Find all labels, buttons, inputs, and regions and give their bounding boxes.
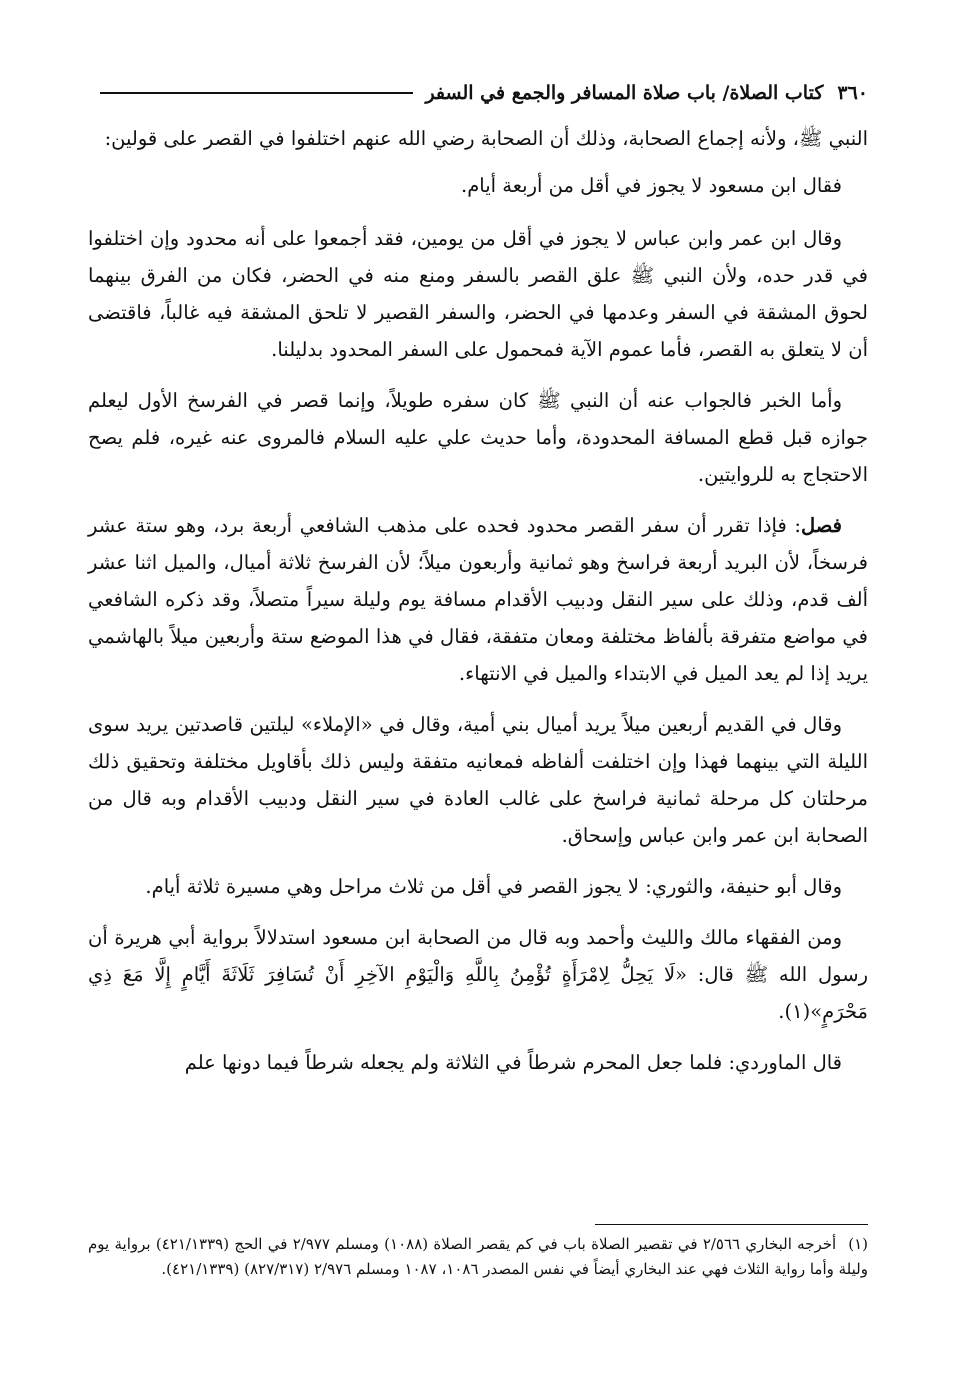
paragraph-ibn-umar: وقال ابن عمر وابن عباس لا يجوز في أقل من يومين، فقد أجمعوا على أنه محدود وإن اختلفوا في قدر حده، ولأن النبي ﷺ علق القصر بالسفر ومنع منه في الحضر، فكان من الفرق بينهما لحوق المشقة في السفر وعدمها في الحضر، والسفر القصير لا تلحق المشقة فيه غالباً، فاقتضى أن لا يتعلق به القصر، فأما عموم الآية فمحمول على السفر المحدود بدليلنا.	[88, 227, 868, 361]
paragraph-qadim: وقال في القديم أربعين ميلاً يريد أميال بني أمية، وقال في «الإملاء» ليلتين قاصدتين يريد سوى الليلة التي بينهما فهذا وإن اختلفت ألفاظه فمعانيه متفقة وليس ذلك بأقاويل مختلفة وتحقيق ذلك مرحلتان كل مرحلة ثمانية فراسخ على غالب العادة في سير النقل ودبيب الأقدام وبه قال من الصحابة ابن عمر وابن عباس وإسحاق.	[88, 713, 868, 847]
paragraph-mawardi: قال الماوردي: فلما جعل المحرم شرطاً في الثلاثة ولم يجعله شرطاً فيما دونها علم	[184, 1051, 842, 1074]
paragraph-continuation: النبي ﷺ، ولأنه إجماع الصحابة، وذلك أن الصحابة رضي الله عنهم اختلفوا في القصر على قولين:	[104, 127, 868, 150]
page-header	[88, 78, 868, 108]
paragraph-ibn-masud: فقال ابن مسعود لا يجوز في أقل من أربعة أيام.	[461, 174, 842, 197]
page-number: ٣٦٠	[837, 82, 868, 104]
footnote-rule	[595, 1224, 868, 1225]
paragraph-hadith: ومن الفقهاء مالك والليث وأحمد وبه قال من الصحابة ابن مسعود استدلالاً برواية أبي هريرة أن رسول الله ﷺ قال: «لَا يَحِلُّ لِامْرَأَةٍ تُؤْمِنُ بِاللَّهِ وَالْيَوْمِ الآخِرِ أَنْ تُسَافِرَ ثَلَاثَةَ أَيَّامٍ إِلَّا مَعَ ذِي مَحْرَمٍ»(١).	[88, 926, 868, 1023]
footnote-number: (١)	[848, 1235, 868, 1253]
paragraph-abu-hanifa: وقال أبو حنيفة، والثوري: لا يجوز القصر في أقل من ثلاث مراحل وهي مسيرة ثلاثة أيام.	[145, 875, 842, 898]
body-text	[88, 120, 868, 1081]
footnotes	[88, 1232, 868, 1282]
header-rule	[100, 92, 413, 94]
footnote-text: أخرجه البخاري ٢/٥٦٦ في تقصير الصلاة باب في كم يقصر الصلاة (١٠٨٨) ومسلم ٢/٩٧٧ في الحج (٤٢١/١٣٣٩) برواية يوم وليلة وأما رواية الثلاث فهي عند البخاري أيضاً في نفس المصدر ١٠٨٦، ١٠٨٧ ومسلم ٢/٩٧٦ (٨٢٧/٣١٧) (٤٢١/١٣٣٩).	[88, 1235, 868, 1278]
fasl-label: فصل	[801, 514, 842, 537]
paragraph-reply: وأما الخبر فالجواب عنه أن النبي ﷺ كان سفره طويلاً، وإنما قصر في الفرسخ الأول ليعلم جوازه قبل قطع المسافة المحدودة، وأما حديث علي عليه السلام فالمروى عنه غيره، فلم يصح الاحتجاج به للروايتين.	[88, 389, 868, 486]
paragraph-fasl	[88, 507, 868, 692]
fasl-text: : فإذا تقرر أن سفر القصر محدود فحده على مذهب الشافعي أربعة برد، وهو ستة عشر فرسخاً، لأن البريد أربعة فراسخ وهو ثمانية وأربعون ميلاً؛ لأن الفرسخ ثلاثة أميال، والميل اثنا عشر ألف قدم، وذلك على سير النقل ودبيب الأقدام مسافة يوم وليلة سيراً متصلاً، وقد ذكره الشافعي في مواضع متفرقة بألفاظ مختلفة ومعان متفقة، فقال في هذا الموضع ستة وأربعين ميلاً بالهاشمي يريد إذا لم يعد الميل في الابتداء والميل في الانتهاء.	[88, 514, 868, 685]
book-page	[88, 78, 868, 1095]
running-title: كتاب الصلاة/ باب صلاة المسافر والجمع في السفر	[425, 82, 824, 104]
